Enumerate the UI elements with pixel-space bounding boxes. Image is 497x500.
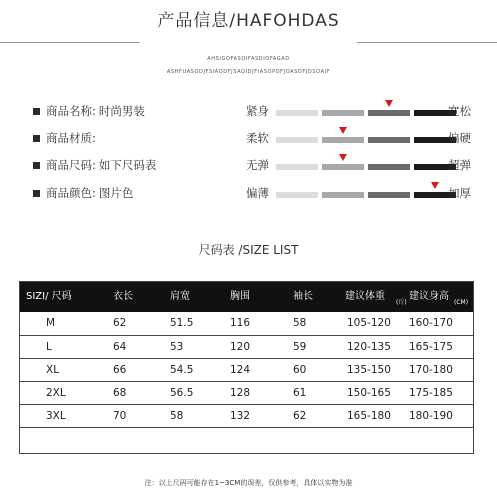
cell-shoulder: 58 — [170, 410, 184, 422]
bullet-square-icon — [33, 108, 40, 115]
cell-shoulder: 53 — [170, 341, 184, 353]
cell-height: 180-190 — [409, 410, 453, 422]
scale-segment-3 — [368, 164, 410, 170]
cell-weight: 105-120 — [347, 317, 391, 329]
cell-weight: 135-150 — [347, 364, 391, 376]
cell-size: 3XL — [46, 410, 66, 422]
cell-height: 165-175 — [409, 341, 453, 353]
table-header-row — [20, 282, 473, 312]
cell-chest: 132 — [230, 410, 251, 422]
bullet-square-icon — [33, 135, 40, 142]
decorative-subline-1: AHSIGOFASOIFASDIOFAGAD — [207, 56, 290, 62]
bullet-square-icon — [33, 162, 40, 169]
cell-height: 175-185 — [409, 387, 453, 399]
scale-segment-1 — [276, 164, 318, 170]
attribute-value: 时尚男装 — [98, 104, 145, 118]
cell-size: M — [46, 317, 56, 329]
attribute-material — [33, 130, 99, 146]
cell-chest: 120 — [230, 341, 251, 353]
decorative-subline-2: ASHFUASODJFSIAODFJSAOIDJFIASOPDFJOASDFJDSOAJF — [166, 69, 331, 75]
size-table-title: 尺码表 /SIZE LIST — [198, 243, 299, 257]
scale-segment-3 — [368, 137, 410, 143]
cell-height: 160-170 — [409, 317, 453, 329]
header-height: 建议身高 — [409, 291, 449, 302]
cell-weight: 165-180 — [347, 410, 391, 422]
table-row — [20, 358, 473, 381]
table-row — [20, 404, 473, 427]
table-row — [20, 381, 473, 404]
cell-size: L — [46, 341, 52, 353]
scale-marker-icon — [339, 154, 347, 161]
scale-left-label: 无弹 — [246, 158, 269, 172]
scale-segment-2 — [322, 137, 364, 143]
scale-right-label: 加厚 — [448, 186, 471, 200]
scale-right-label: 超弹 — [448, 158, 471, 172]
cell-length: 62 — [113, 317, 127, 329]
scale-right-label: 宽松 — [448, 104, 471, 118]
cell-sleeve: 60 — [293, 364, 307, 376]
scale-segment-1 — [276, 192, 318, 198]
cell-sleeve: 61 — [293, 387, 307, 399]
cell-chest: 128 — [230, 387, 251, 399]
scale-segment-2 — [322, 192, 364, 198]
cell-weight: 150-165 — [347, 387, 391, 399]
attribute-name — [33, 103, 145, 119]
attribute-label: 商品名称: — [46, 104, 96, 118]
header-height-unit: (CM) — [454, 299, 469, 306]
header-shoulder: 肩宽 — [170, 291, 190, 302]
scale-segment-2 — [322, 110, 364, 116]
footnote: 注：以上尺码可能存在1~3CM的误差，仅供参考，具体以实物为准 — [144, 479, 353, 487]
table-row — [20, 335, 473, 358]
scale-left-label: 偏薄 — [246, 186, 269, 200]
header-weight-unit: (斤) — [396, 299, 407, 306]
header-length: 衣长 — [113, 291, 133, 302]
scale-marker-icon — [385, 100, 393, 107]
title-divider-left — [0, 42, 140, 43]
cell-size: XL — [46, 364, 60, 376]
cell-length: 70 — [113, 410, 127, 422]
table-row-empty — [20, 427, 473, 453]
attribute-value: 如下尺码表 — [98, 158, 157, 172]
table-row — [20, 312, 473, 335]
cell-weight: 120-135 — [347, 341, 391, 353]
cell-shoulder: 54.5 — [170, 364, 194, 376]
cell-length: 66 — [113, 364, 127, 376]
cell-height: 170-180 — [409, 364, 453, 376]
scale-segment-3 — [368, 110, 410, 116]
cell-sleeve: 62 — [293, 410, 307, 422]
scale-marker-icon — [431, 182, 439, 189]
header-chest: 胸围 — [230, 291, 250, 302]
cell-chest: 116 — [230, 317, 251, 329]
cell-shoulder: 56.5 — [170, 387, 194, 399]
scale-segment-3 — [368, 192, 410, 198]
attribute-label: 商品颜色: — [46, 186, 96, 200]
attribute-size — [33, 157, 156, 173]
attribute-label: 商品尺码: — [46, 158, 96, 172]
cell-sleeve: 59 — [293, 341, 307, 353]
scale-segment-2 — [322, 164, 364, 170]
attribute-label: 商品材质: — [46, 131, 96, 145]
attribute-color — [33, 185, 133, 201]
scale-segment-1 — [276, 110, 318, 116]
header-sleeve: 袖长 — [293, 291, 313, 302]
title-divider-right — [357, 42, 497, 43]
scale-marker-icon — [339, 127, 347, 134]
cell-length: 64 — [113, 341, 127, 353]
scale-left-label: 柔软 — [246, 131, 269, 145]
header-size: SIZI/ 尺码 — [26, 291, 72, 302]
scale-left-label: 紧身 — [246, 104, 269, 118]
cell-size: 2XL — [46, 387, 66, 399]
header-weight: 建议体重 — [345, 291, 385, 302]
scale-right-label: 偏硬 — [448, 131, 471, 145]
scale-segment-1 — [276, 137, 318, 143]
page-title: 产品信息/HAFOHDAS — [157, 11, 340, 31]
cell-sleeve: 58 — [293, 317, 307, 329]
attribute-value: 图片色 — [98, 186, 134, 200]
bullet-square-icon — [33, 190, 40, 197]
cell-chest: 124 — [230, 364, 251, 376]
cell-length: 68 — [113, 387, 127, 399]
cell-shoulder: 51.5 — [170, 317, 194, 329]
size-table — [19, 281, 474, 454]
